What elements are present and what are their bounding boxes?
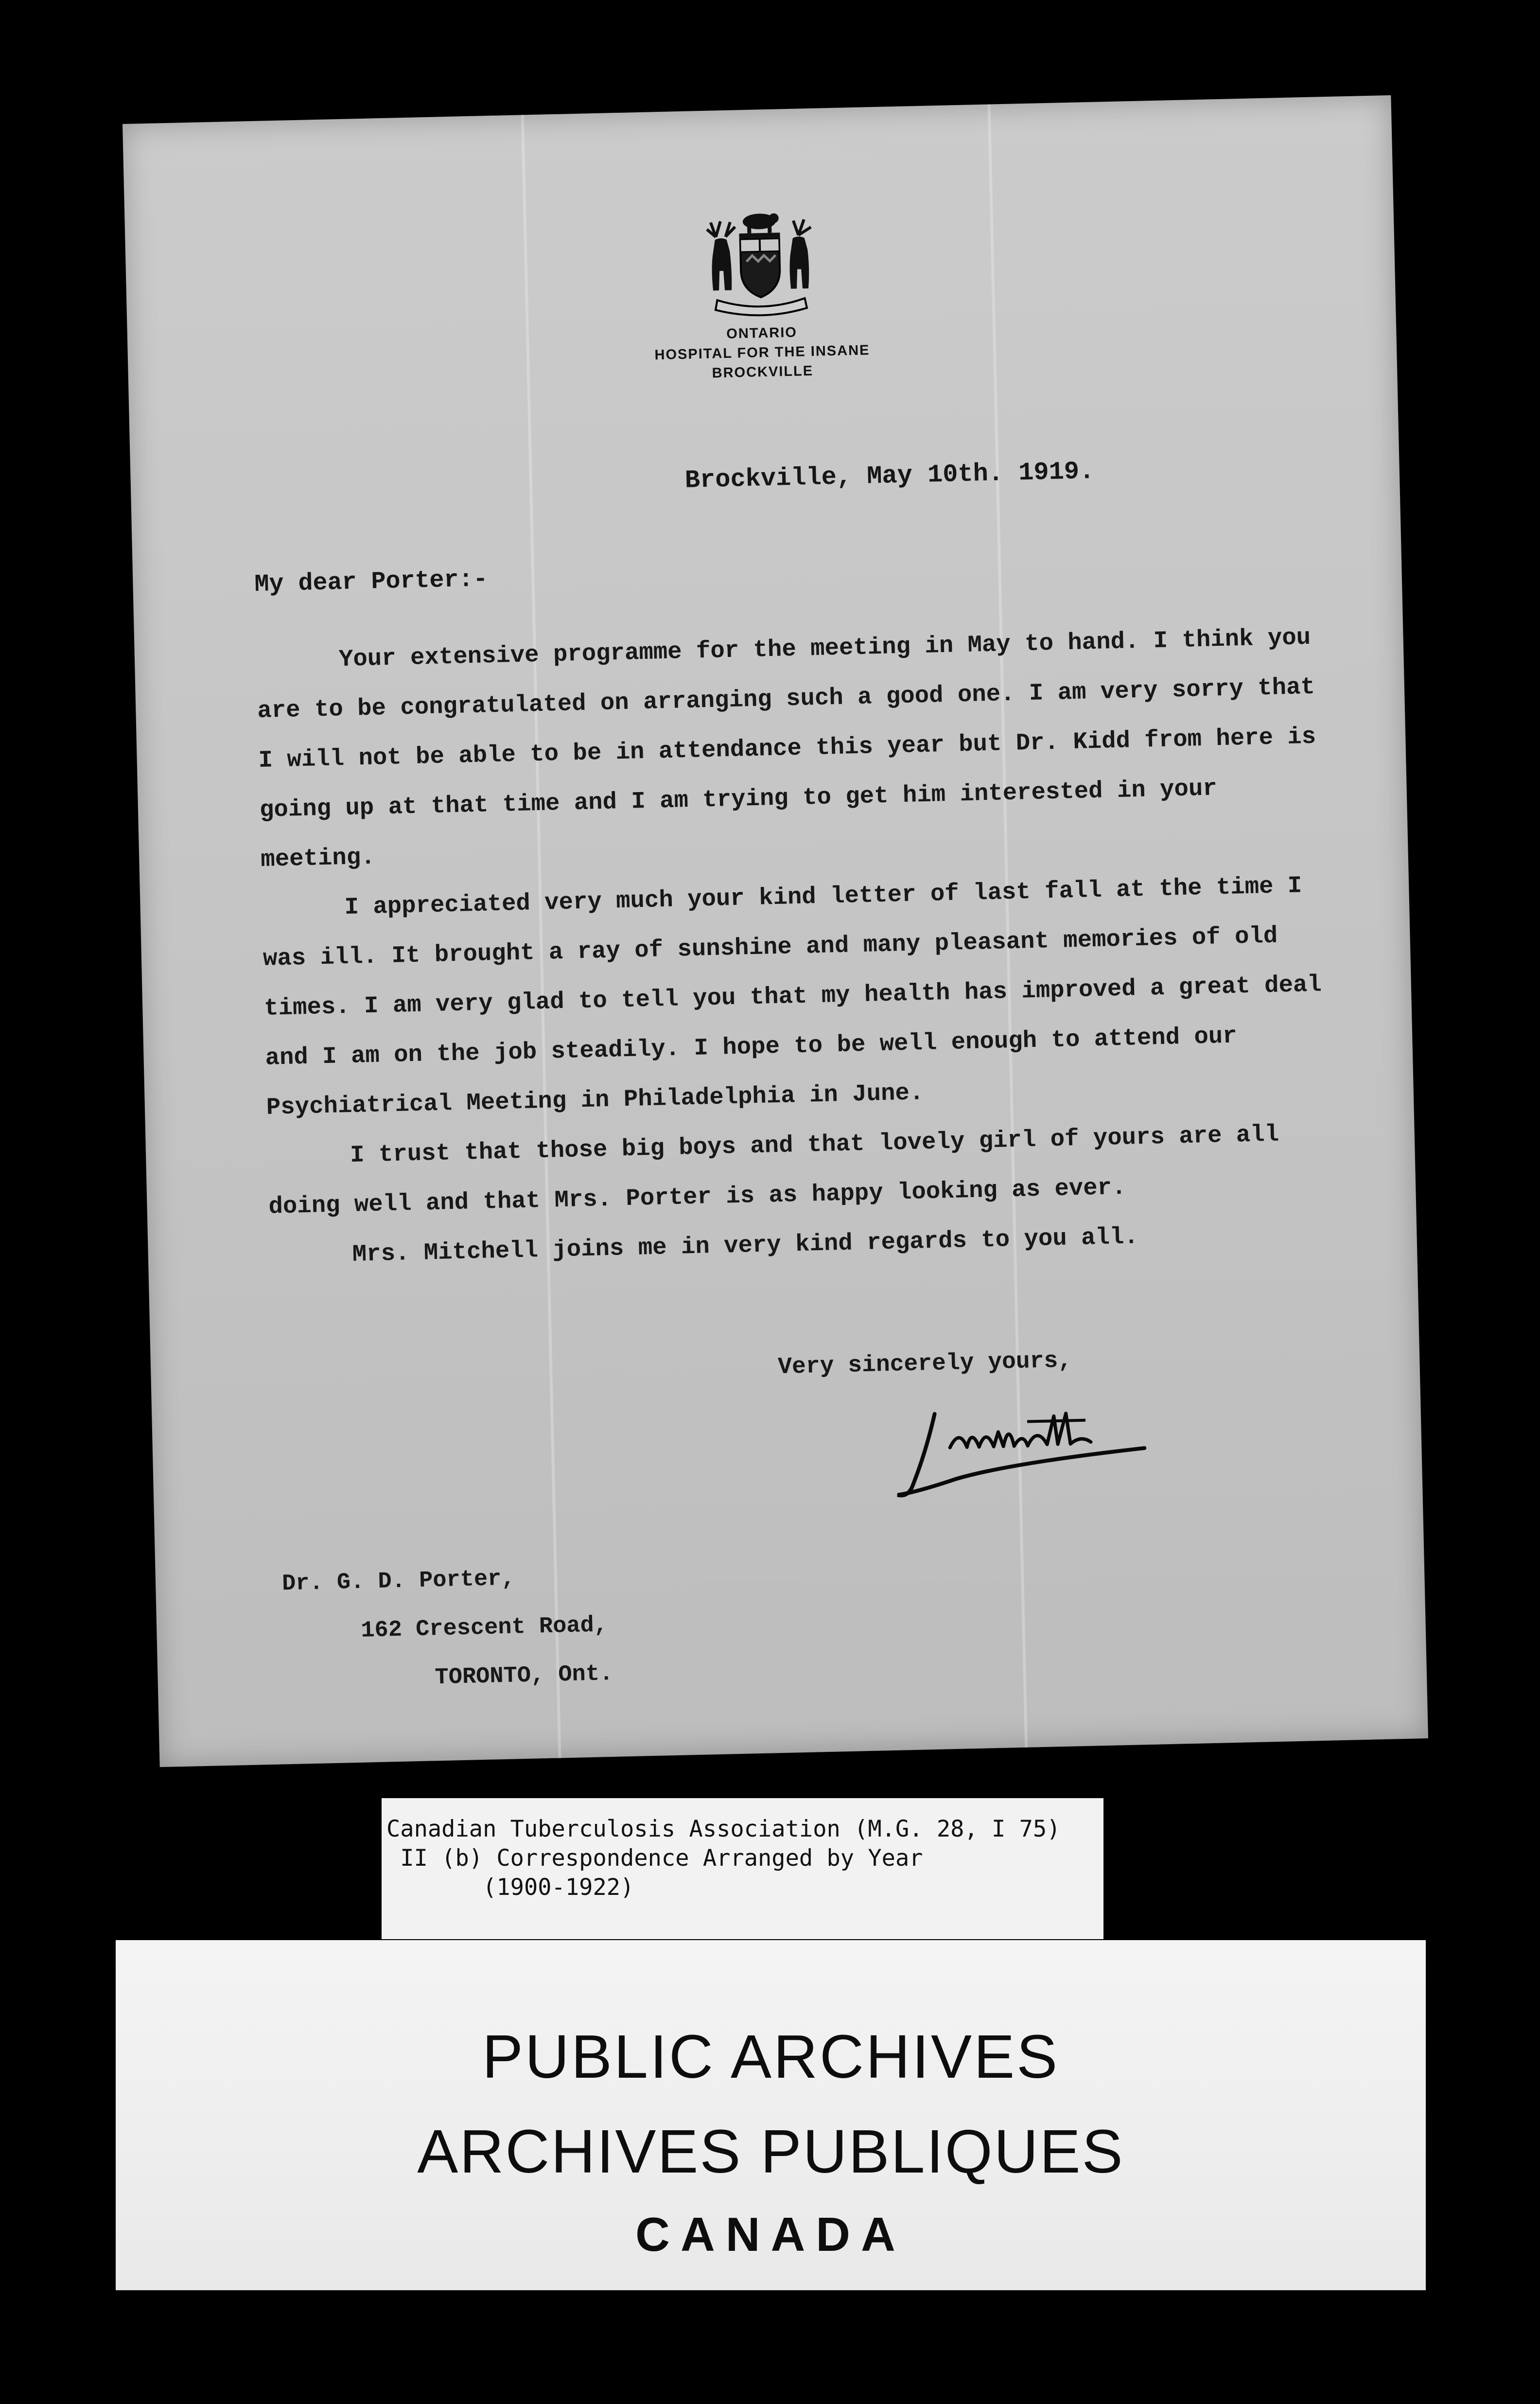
- letterhead-institution: HOSPITAL FOR THE INSANE: [654, 342, 870, 363]
- label-collection: Canadian Tuberculosis Association (M.G. 28, I 75): [386, 1816, 1061, 1842]
- address-city: TORONTO, Ont.: [435, 1661, 613, 1691]
- letterhead: [125, 193, 1397, 396]
- archive-reference-label: [382, 1798, 1103, 1939]
- letter-paragraph: Mrs. Mitchell joins me in very kind regards to you all.: [352, 1223, 1139, 1268]
- letterhead-city: BROCKVILLE: [712, 363, 814, 381]
- stamp-french: ARCHIVES PUBLIQUES: [417, 2117, 1124, 2186]
- ontario-coat-of-arms-icon: [700, 206, 820, 320]
- address-street: 162 Crescent Road,: [360, 1612, 608, 1644]
- recipient-address: [281, 1553, 613, 1706]
- letter-body: [256, 612, 1340, 1281]
- letterhead-province: ONTARIO: [726, 324, 798, 342]
- label-series: II (b) Correspondence Arranged by Year: [386, 1845, 923, 1872]
- stamp-country: CANADA: [635, 2208, 906, 2261]
- letter-paragraph: Your extensive programme for the meeting in May to hand. I think you are to be congratulated on arranging such a good one. I am very sorry that I will not be able to be in attendance this year but Dr. Kidd from here is going up at that time and I am trying to get him interested in your meeting.: [257, 623, 1316, 873]
- letter-date: Brockville, May 10th. 1919.: [684, 457, 1095, 495]
- letter-paragraph: I appreciated very much your kind letter of last fall at the time I was ill. It brought a ray of sunshine and many pleasant memories of old times. I am very glad to tell you that my health has improved a great deal and I am on the job steadily. I hope to be well enough to attend our Psychiatrical Meeting in Philadelphia in June.: [262, 872, 1322, 1121]
- letter-sheet: [122, 95, 1428, 1767]
- stamp-english: PUBLIC ARCHIVES: [482, 2022, 1060, 2091]
- label-years: (1900-1922): [386, 1874, 634, 1901]
- letter-closing: Very sincerely yours,: [777, 1347, 1072, 1381]
- letter-salutation: My dear Porter:-: [254, 566, 489, 599]
- public-archives-stamp: [116, 1940, 1426, 2290]
- handwritten-signature: [881, 1390, 1155, 1508]
- address-name: Dr. G. D. Porter,: [281, 1566, 516, 1597]
- letter-paragraph: I trust that those big boys and that lovely girl of yours are all doing well and that Mrs. Porter is as happy looking as ever.: [268, 1120, 1279, 1220]
